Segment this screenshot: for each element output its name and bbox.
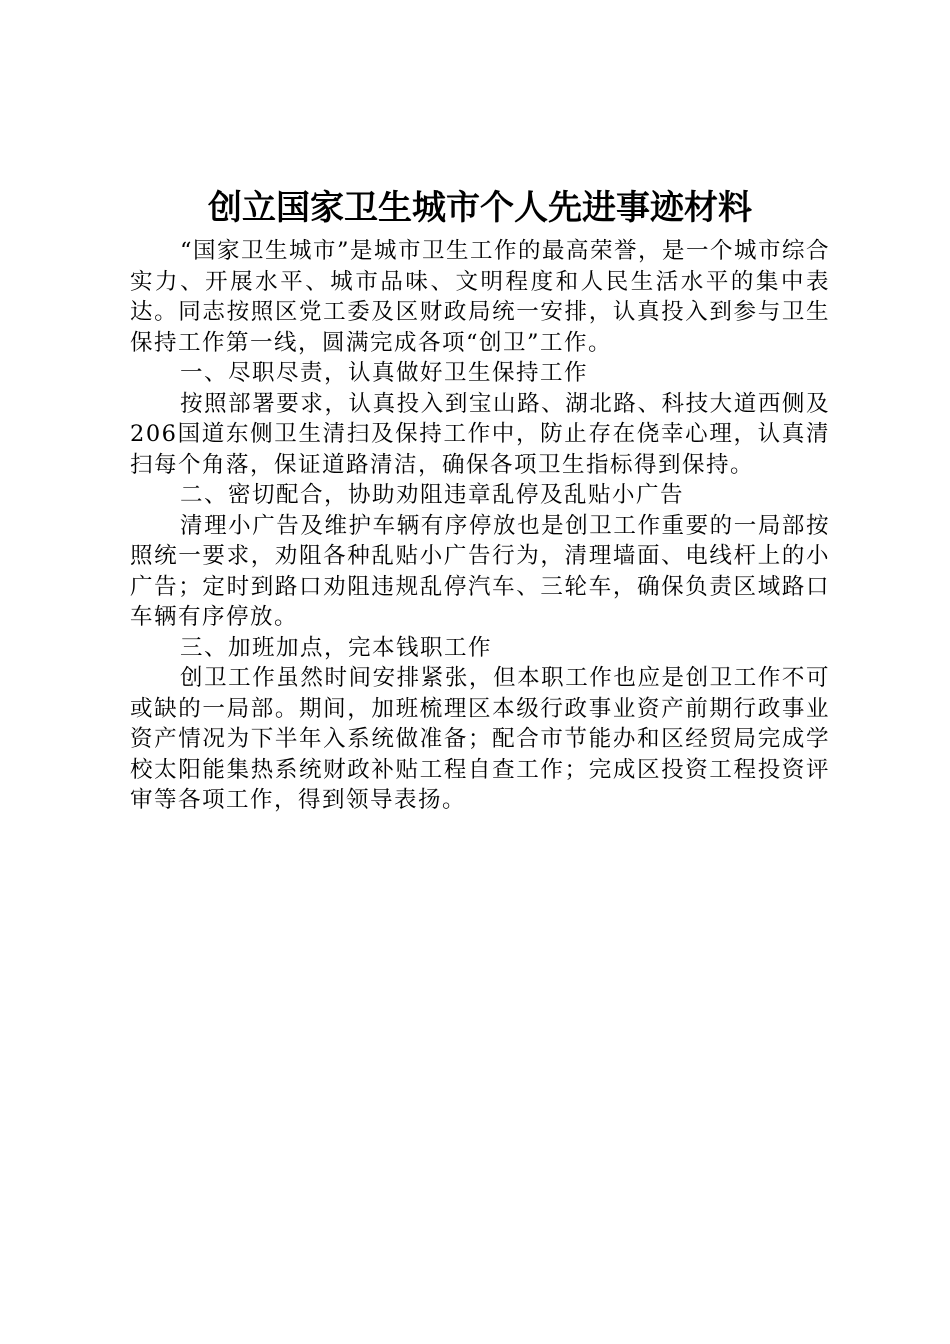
section-heading-2: 二、密切配合，协助劝阻违章乱停及乱贴小广告	[180, 482, 685, 508]
section-heading-1: 一、尽职尽责，认真做好卫生保持工作	[180, 360, 589, 386]
section-paragraph-3: 创卫工作虽然时间安排紧张，但本职工作也应是创卫工作不可或缺的一局部。期间，加班梳理区本级行政事业资产前期行政事业资产情况为下半年入系统做准备；配合市节能办和区经贸局完成学校太阳能集热系统财政补贴工程自查工作；完成区投资工程投资评审等各项工作，得到领导表扬。	[130, 665, 830, 813]
section-heading-3: 三、加班加点，完本钱职工作	[180, 634, 493, 661]
document-page	[130, 180, 830, 816]
section-paragraph-2: 清理小广告及维护车辆有序停放也是创卫工作重要的一局部按照统一要求，劝阻各种乱贴小广告行为，清理墙面、电线杆上的小广告；定时到路口劝阻违规乱停汽车、三轮车，确保负责区域路口车辆有序停放。	[130, 512, 830, 630]
section-paragraph-1: 按照部署要求，认真投入到宝山路、湖北路、科技大道西侧及206国道东侧卫生清扫及保持工作中，防止存在侥幸心理，认真清扫每个角落，保证道路清洁，确保各项卫生指标得到保持。	[130, 390, 830, 478]
document-title: 创立国家卫生城市个人先进事迹材料	[208, 188, 752, 228]
intro-paragraph: “国家卫生城市”是城市卫生工作的最高荣誉，是一个城市综合实力、开展水平、城市品味、文明程度和人民生活水平的集中表达。同志按照区党工委及区财政局统一安排，认真投入到参与卫生保持工作第一线，圆满完成各项“创卫”工作。	[130, 238, 831, 356]
